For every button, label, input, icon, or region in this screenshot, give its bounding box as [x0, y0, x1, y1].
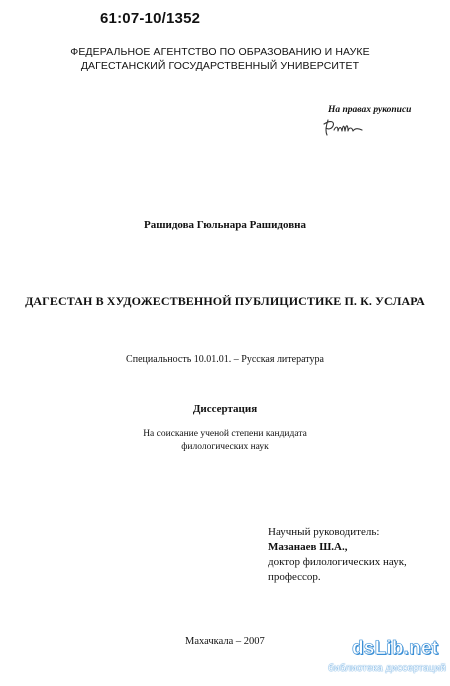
supervisor-block	[268, 525, 438, 585]
watermark-logo: dsLib.net	[352, 638, 439, 659]
dslib-watermark	[328, 638, 446, 680]
thesis-title: ДАГЕСТАН В ХУДОЖЕСТВЕННОЙ ПУБЛИЦИСТИКЕ П. К. УСЛАРА	[25, 294, 425, 308]
handwritten-signature	[322, 116, 364, 138]
supervisor-name: Мазанаев Ш.А.,	[268, 541, 348, 553]
manuscript-rights-note: На правах рукописи	[328, 105, 412, 115]
watermark-subtitle: библиотека диссертаций	[328, 663, 446, 674]
supervisor-degree: доктор филологических наук,	[268, 556, 407, 568]
specialty-line: Специальность 10.01.01. – Русская литература	[126, 354, 324, 365]
supervisor-label: Научный руководитель:	[268, 526, 380, 538]
catalog-number: 61:07-10/1352	[100, 10, 201, 27]
organization-line-agency: ФЕДЕРАЛЬНОЕ АГЕНТСТВО ПО ОБРАЗОВАНИЮ И НАУКЕ	[70, 46, 370, 58]
supervisor-position: профессор.	[268, 571, 321, 583]
document-type: Диссертация	[192, 403, 258, 415]
degree-line-2: филологических наук	[181, 442, 269, 452]
organization-header	[40, 45, 400, 73]
degree-sought	[100, 428, 350, 454]
organization-line-university: ДАГЕСТАНСКИЙ ГОСУДАРСТВЕННЫЙ УНИВЕРСИТЕТ	[80, 60, 360, 72]
degree-line-1: На соискание ученой степени кандидата	[143, 429, 307, 439]
city-year: Махачкала – 2007	[185, 636, 265, 647]
author-name: Рашидова Гюльнара Рашидовна	[143, 219, 306, 231]
